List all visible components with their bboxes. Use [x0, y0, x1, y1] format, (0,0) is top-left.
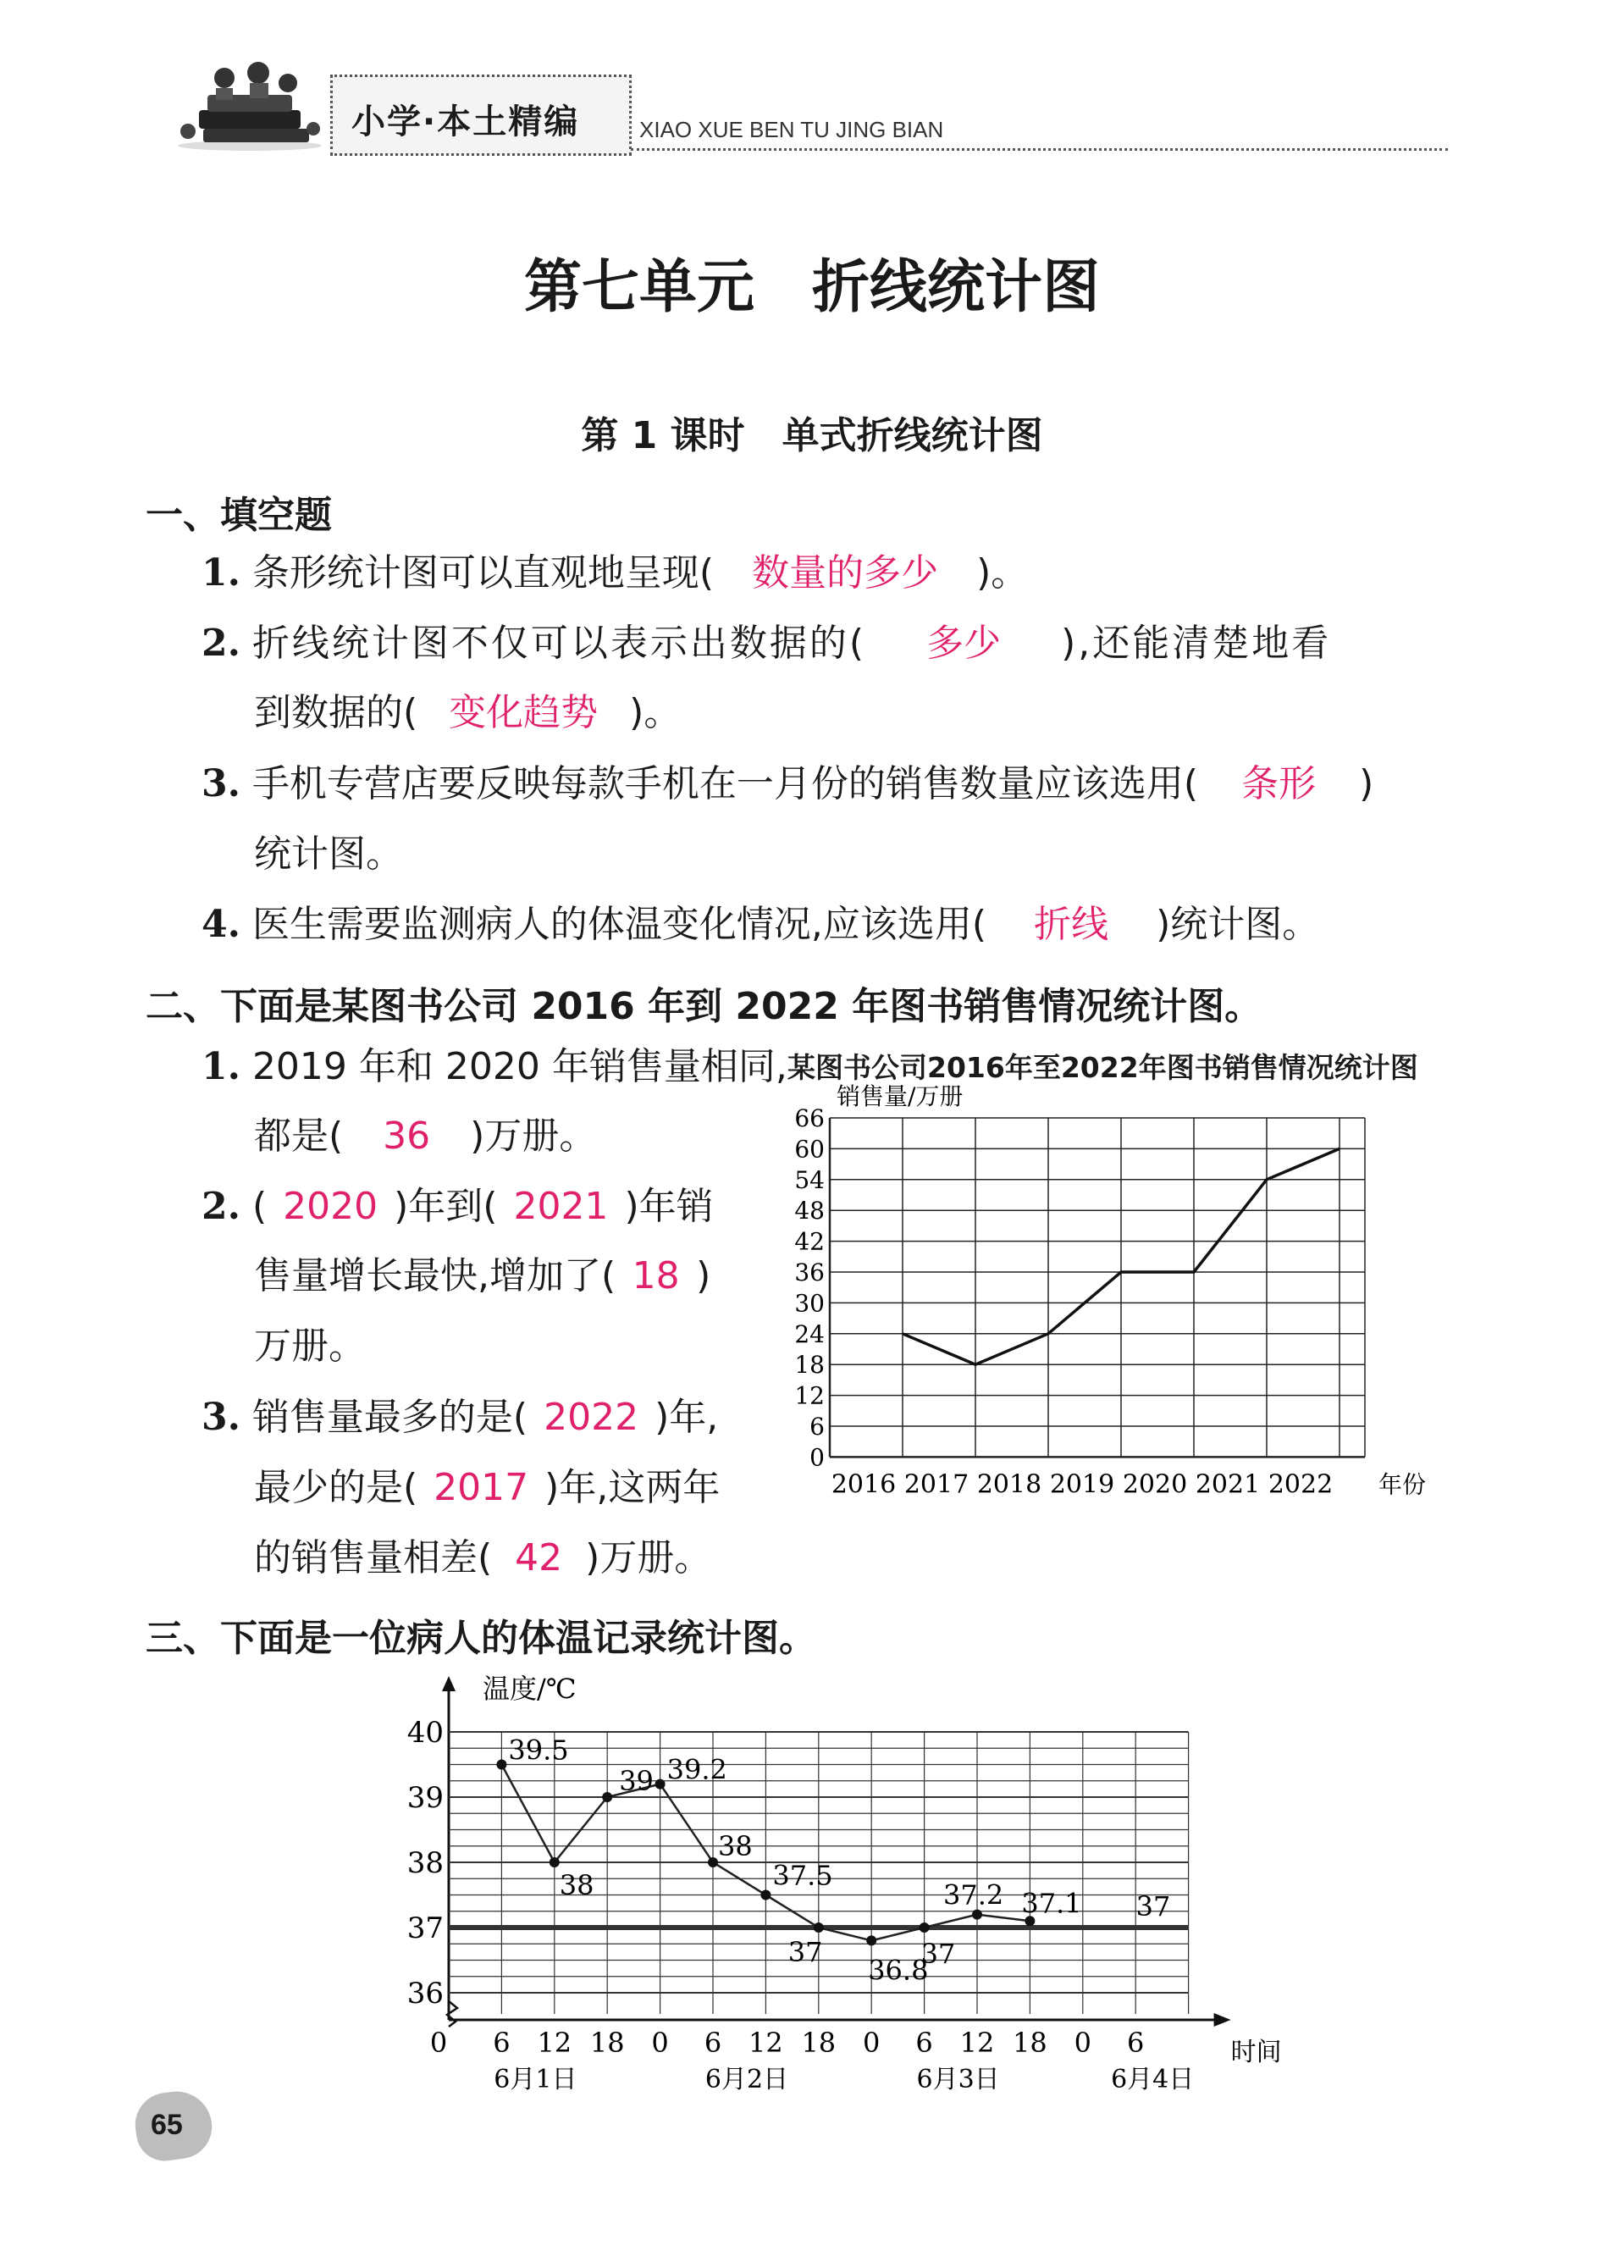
temperature-data-point	[550, 1857, 560, 1867]
x-axis-arrow	[1214, 2013, 1231, 2027]
section-3-title: 三、下面是一位病人的体温记录统计图。	[146, 1617, 816, 1660]
y-tick-label: 36	[794, 1258, 825, 1286]
x-tick-label: 6	[704, 2027, 722, 2059]
answer: 36	[383, 1115, 431, 1158]
y-tick-label: 39	[406, 1781, 444, 1815]
lesson-title: 第 1 课时 单式折线统计图	[581, 414, 1043, 457]
section-2-title: 二、下面是某图书公司 2016 年到 2022 年图书销售情况统计图。	[146, 985, 1262, 1028]
data-label: 39.5	[508, 1734, 569, 1767]
s2-question-3: 3. 销售量最多的是( 2022 )年,	[202, 1396, 719, 1439]
y-tick-label: 37	[406, 1911, 444, 1945]
y-tick-label: 30	[794, 1289, 825, 1318]
x-tick-label: 0	[863, 2027, 881, 2059]
data-label: 39.2	[666, 1753, 727, 1786]
s2-question-3-line2: 最少的是( 2017 )年,这两年	[254, 1466, 721, 1509]
data-label: 36.8	[868, 1954, 929, 1987]
s2-question-1: 1. 2019 年和 2020 年销售量相同,	[202, 1045, 787, 1088]
temperature-data-point	[602, 1792, 612, 1802]
s1-question-4: 4. 医生需要监测病人的体温变化情况,应该选用( 折线 )统计图。	[202, 903, 1320, 946]
x-tick-label: 2021	[1195, 1469, 1261, 1500]
header-pinyin: XIAO XUE BEN TU JING BIAN	[639, 117, 944, 142]
answer: 18	[632, 1254, 680, 1297]
s2-question-1-line2: 都是( 36 )万册。	[254, 1115, 597, 1158]
date-label: 6月4日	[1111, 2065, 1195, 2094]
unit-title: 第七单元 折线统计图	[523, 254, 1100, 321]
temperature-data-point	[496, 1760, 506, 1770]
answer: 变化趋势	[449, 691, 599, 734]
data-label: 38	[718, 1830, 753, 1862]
s1-question-3-line2: 统计图。	[254, 833, 403, 876]
x-tick-label: 2017	[903, 1469, 969, 1500]
x-tick-label: 0	[429, 2027, 448, 2059]
question-number: 1.	[202, 1045, 240, 1088]
y-tick-label: 48	[794, 1197, 825, 1225]
answer: 2020	[283, 1185, 378, 1228]
x-tick-label: 12	[959, 2027, 995, 2059]
answer: 2022	[544, 1396, 639, 1439]
answer: 多少	[926, 622, 1002, 665]
temperature-data-point	[655, 1779, 666, 1790]
data-label: 38	[559, 1869, 594, 1901]
data-label: 37.1	[1021, 1887, 1082, 1920]
date-label: 6月2日	[704, 2065, 789, 2094]
x-tick-label: 2020	[1122, 1469, 1188, 1500]
y-tick-label: 36	[406, 1977, 444, 2011]
s2-question-2: 2. ( 2020 )年到( 2021 )年销	[202, 1185, 714, 1228]
question-number: 4.	[202, 903, 240, 946]
y-axis-label: 销售量/万册	[837, 1082, 964, 1110]
header-dotted-line	[631, 148, 1448, 151]
x-tick-label: 6	[915, 2027, 933, 2059]
y-axis-arrow	[442, 1676, 456, 1691]
x-axis-label: 年份	[1378, 1470, 1427, 1499]
y-tick-label: 6	[809, 1413, 825, 1441]
temperature-data-point	[866, 1935, 876, 1945]
question-number: 3.	[202, 762, 240, 805]
y-tick-label: 42	[794, 1227, 825, 1256]
answer: 折线	[1034, 903, 1109, 946]
x-tick-label: 0	[1074, 2027, 1091, 2059]
s1-question-3: 3. 手机专营店要反映每款手机在一月份的销售数量应该选用( 条形 )	[202, 762, 1374, 805]
y-tick-label: 18	[794, 1351, 825, 1380]
header-book-name: 小学·本土精编	[351, 102, 580, 141]
answer: 2017	[434, 1466, 529, 1509]
y-tick-label: 12	[794, 1381, 825, 1410]
temperature-data-point	[920, 1922, 930, 1933]
y-tick-label: 54	[794, 1165, 825, 1194]
x-tick-label: 12	[537, 2027, 572, 2059]
answer: 42	[515, 1536, 563, 1579]
x-tick-label: 18	[1013, 2027, 1047, 2059]
s2-question-2-line3: 万册。	[254, 1325, 366, 1368]
x-tick-label: 12	[748, 2027, 783, 2059]
kids-reading-illustration	[169, 51, 322, 152]
section-1-title: 一、填空题	[146, 494, 332, 537]
header	[169, 51, 1448, 161]
temperature-data-point	[708, 1857, 718, 1867]
question-number: 2.	[202, 1185, 240, 1228]
date-label: 6月3日	[916, 2065, 1000, 2094]
s1-question-1: 1. 条形统计图可以直观地呈现( 数量的多少 )。	[202, 551, 1029, 595]
x-tick-label: 6	[1127, 2027, 1145, 2059]
x-tick-label: 6	[493, 2027, 511, 2059]
reference-line-label: 37	[1135, 1890, 1171, 1922]
temperature-data-point	[760, 1890, 771, 1900]
x-tick-label: 18	[801, 2027, 837, 2059]
temperature-data-point	[814, 1922, 824, 1933]
question-number: 1.	[202, 551, 240, 595]
answer: 数量的多少	[752, 551, 939, 595]
data-label: 37.5	[772, 1859, 833, 1892]
x-tick-label: 2016	[831, 1469, 897, 1500]
x-tick-label: 0	[651, 2027, 669, 2059]
data-label: 37	[920, 1938, 956, 1970]
data-label: 37.2	[943, 1878, 1004, 1911]
sales-line-chart	[779, 1076, 1456, 1516]
s2-question-2-line2: 售量增长最快,增加了( 18 )	[254, 1254, 711, 1297]
y-tick-label: 38	[406, 1846, 444, 1880]
s2-question-3-line3: 的销售量相差( 42 )万册。	[254, 1536, 712, 1579]
y-tick-label: 60	[794, 1135, 825, 1164]
x-tick-label: 18	[589, 2027, 625, 2059]
page-number: 65	[151, 2109, 183, 2141]
y-tick-label: 66	[794, 1104, 825, 1132]
s1-question-2: 2. 折线统计图不仅可以表示出数据的( 多少 ),还能清楚地看	[202, 622, 1332, 665]
answer: 2021	[513, 1185, 609, 1228]
x-tick-label: 2022	[1268, 1469, 1334, 1500]
data-label: 37	[787, 1936, 823, 1968]
y-tick-label: 0	[809, 1443, 825, 1472]
y-axis-label: 温度/℃	[483, 1673, 577, 1705]
x-tick-label: 2019	[1049, 1469, 1115, 1500]
question-number: 2.	[202, 622, 240, 665]
data-label: 39	[619, 1765, 654, 1797]
answer: 条形	[1241, 762, 1317, 805]
question-number: 3.	[202, 1396, 240, 1439]
s1-question-2-line2: 到数据的( 变化趋势 )。	[254, 691, 682, 734]
date-label: 6月1日	[494, 2065, 577, 2094]
y-tick-label: 24	[794, 1319, 825, 1348]
x-axis-label: 时间	[1230, 2038, 1282, 2067]
temperature-line-chart	[373, 1664, 1282, 2096]
y-tick-label: 40	[406, 1716, 444, 1750]
x-tick-label: 2018	[976, 1469, 1042, 1500]
sales-chart-title: 某图书公司2016年至2022年图书销售情况统计图	[787, 1051, 1418, 1084]
